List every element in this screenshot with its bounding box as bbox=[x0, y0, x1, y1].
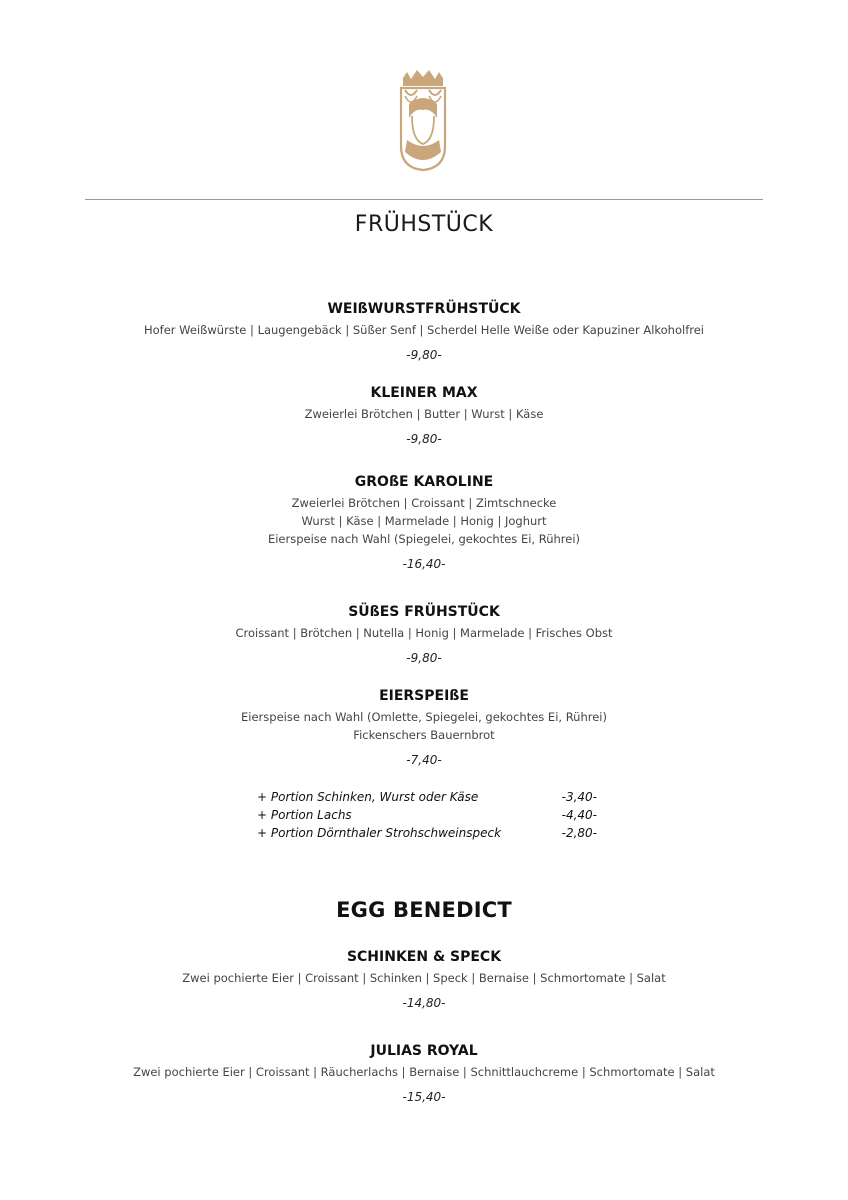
menu-item-kleiner-max bbox=[0, 384, 848, 423]
menu-item-weisswurst bbox=[0, 300, 848, 339]
menu-item-julias-royal bbox=[0, 1042, 848, 1081]
menu-item-eierspeise bbox=[0, 687, 848, 744]
item-description: Zweierlei Brötchen | Butter | Wurst | Käse bbox=[304, 407, 544, 421]
item-price: -9,80- bbox=[406, 432, 442, 446]
item-name: EIERSPEIßE bbox=[379, 688, 469, 704]
item-price: -14,80- bbox=[402, 996, 446, 1010]
extra-row bbox=[257, 788, 597, 806]
extra-row bbox=[257, 824, 597, 842]
item-price: -9,80- bbox=[406, 651, 442, 665]
extras-list bbox=[257, 788, 597, 842]
extra-label: + Portion Schinken, Wurst oder Käse bbox=[257, 790, 479, 804]
menu-item-schinken-speck bbox=[0, 948, 848, 987]
extra-price: -3,40- bbox=[561, 790, 597, 804]
item-description: Eierspeise nach Wahl (Omlette, Spiegelei, gekochtes Ei, Rührei) bbox=[241, 710, 607, 724]
item-description: Zweierlei Brötchen | Croissant | Zimtschnecke bbox=[291, 496, 557, 510]
item-description: Fickenschers Bauernbrot bbox=[353, 728, 495, 742]
item-name: KLEINER MAX bbox=[370, 385, 478, 401]
item-description: Wurst | Käse | Marmelade | Honig | Joghurt bbox=[301, 514, 547, 528]
item-name: JULIAS ROYAL bbox=[370, 1043, 478, 1059]
item-price: -16,40- bbox=[402, 557, 446, 571]
item-price: -9,80- bbox=[406, 348, 442, 362]
extra-label: + Portion Dörnthaler Strohschweinspeck bbox=[257, 826, 502, 840]
item-description: Eierspeise nach Wahl (Spiegelei, gekochtes Ei, Rührei) bbox=[267, 532, 581, 546]
item-price: -15,40- bbox=[402, 1090, 446, 1104]
item-description: Hofer Weißwürste | Laugengebäck | Süßer Senf | Scherdel Helle Weiße oder Kapuziner Alkoholfrei bbox=[143, 323, 704, 337]
item-description: Zwei pochierte Eier | Croissant | Schinken | Speck | Bernaise | Schmortomate | Salat bbox=[182, 971, 666, 985]
extra-label: + Portion Lachs bbox=[257, 808, 352, 822]
item-name: SÜßES FRÜHSTÜCK bbox=[348, 604, 500, 620]
extra-price: -4,40- bbox=[561, 808, 597, 822]
menu-item-grosse-karoline bbox=[0, 473, 848, 548]
extra-price: -2,80- bbox=[561, 826, 597, 840]
item-description: Croissant | Brötchen | Nutella | Honig | Marmelade | Frisches Obst bbox=[235, 626, 613, 640]
header-divider bbox=[85, 199, 763, 200]
crest-logo bbox=[397, 68, 449, 172]
menu-item-suesses-fruehstueck bbox=[0, 603, 848, 642]
page-title: FRÜHSTÜCK bbox=[354, 212, 494, 237]
extra-row bbox=[257, 806, 597, 824]
item-price: -7,40- bbox=[406, 753, 442, 767]
item-name: GROßE KAROLINE bbox=[354, 474, 494, 490]
item-name: SCHINKEN & SPECK bbox=[346, 949, 502, 965]
item-name: WEIßWURSTFRÜHSTÜCK bbox=[327, 301, 521, 317]
section-title-egg-benedict: EGG BENEDICT bbox=[336, 898, 512, 922]
item-description: Zwei pochierte Eier | Croissant | Räucherlachs | Bernaise | Schnittlauchcreme | Schmortomate | Salat bbox=[133, 1065, 715, 1079]
